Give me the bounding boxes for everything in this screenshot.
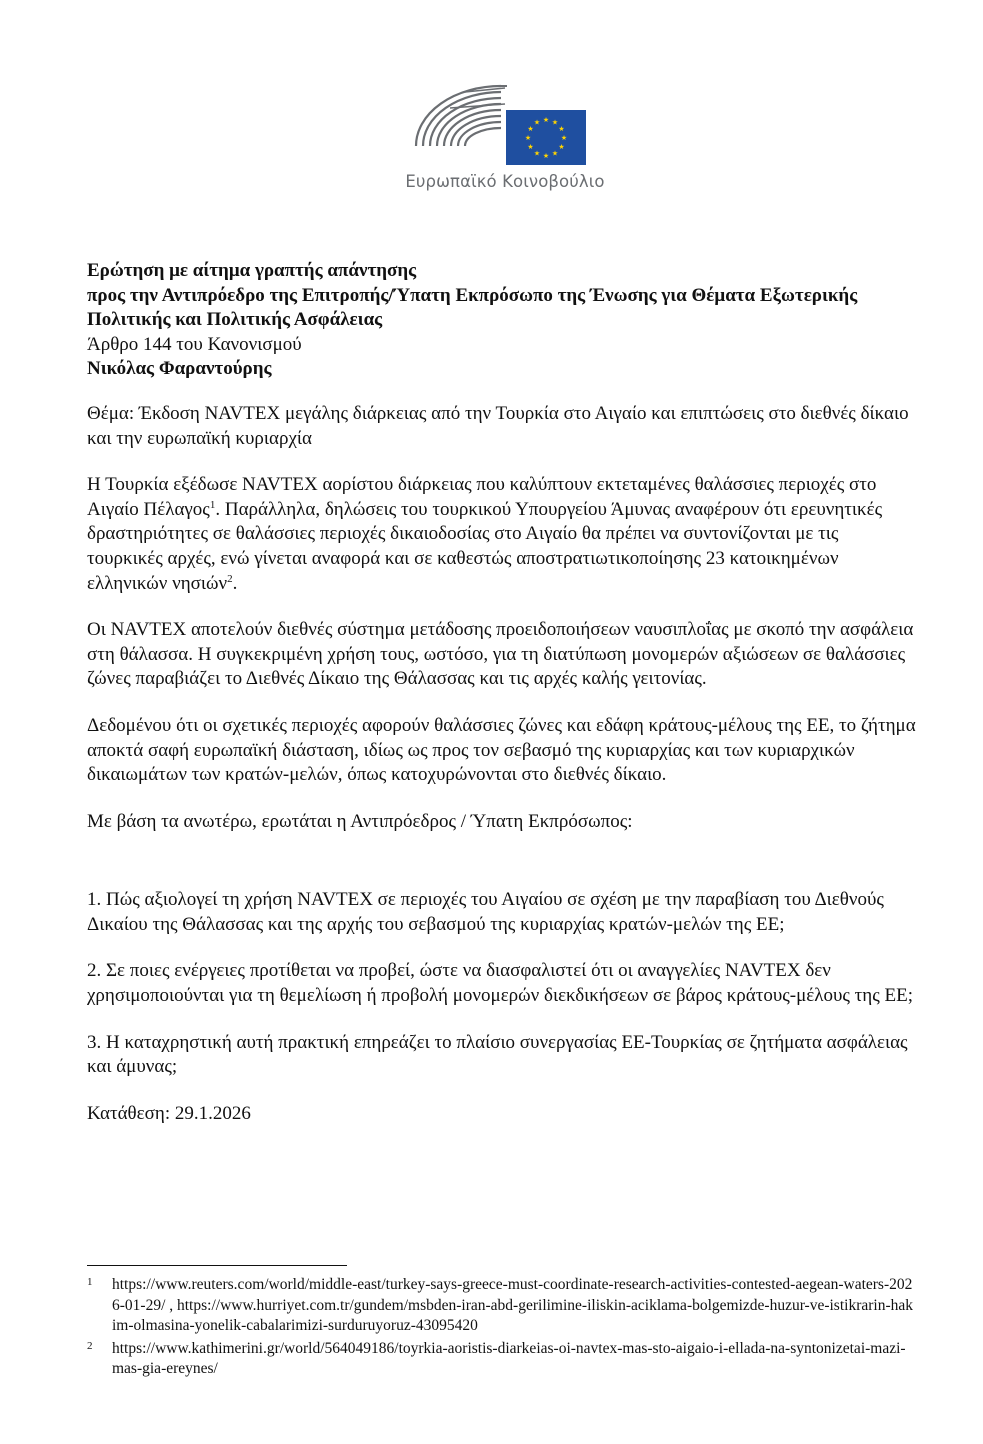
- svg-text:★: ★: [533, 149, 541, 158]
- european-parliament-logo: [405, 68, 605, 200]
- footnote-2-number: 2: [87, 1339, 93, 1352]
- paragraph-1-part-b: . Παράλληλα, δηλώσεις του τουρκικού Υπουργείου Άμυνας αναφέρουν ότι ερευνητικές δραστηριότητες σε θαλάσσιες περιοχές δικαιοδοσίας στο Αιγαίο θα πρέπει να συντονίζονται με τις τουρκικές αρχές, ενώ γίνεται αναφορά και σε καθεστώς αποστρατιωτικοποίησης 23 κατοικημένων ελληνικών νησιών: [87, 498, 883, 594]
- svg-text:★: ★: [527, 125, 534, 133]
- svg-text:★: ★: [533, 118, 541, 127]
- svg-text:★: ★: [551, 149, 559, 158]
- question-type-heading: Ερώτηση με αίτημα γραπτής απάντησης: [87, 260, 417, 281]
- author-name: Νικόλας Φαραντούρης: [87, 358, 272, 380]
- footnote-separator: [87, 1265, 347, 1266]
- footnote-1-link[interactable]: https://www.reuters.com/world/middle-east/turkey-says-greece-must-coordinate-research-activities-contested-aegean-waters-2026-01-29/ , https://www.hurriyet.com.tr/gundem/msbden-iran-abd-gerilimine-iliskin-aciklama-bolgemizde-huzur-ve-istikrarin-hakim-olmasina-yonelik-cabalarimizi-surduruyoruz-43095420: [112, 1276, 914, 1334]
- parliament-hemicycle-icon: [405, 68, 605, 168]
- svg-text:★: ★: [558, 143, 565, 151]
- footnote-1-number: 1: [87, 1276, 93, 1288]
- svg-text:★: ★: [551, 118, 559, 127]
- footnote-1: [87, 1275, 917, 1337]
- document-body: [87, 259, 917, 1126]
- svg-text:★: ★: [542, 116, 550, 124]
- question-3: 3. Η καταχρηστική αυτή πρακτική επηρεάζει το πλαίσιο συνεργασίας ΕΕ-Τουρκίας σε ζητήματα ασφάλειας και άμυνας;: [87, 1031, 908, 1078]
- paragraph-1-part-a: Η Τουρκία εξέδωσε NAVTEX αορίστου διάρκειας που καλύπτουν εκτεταμένες θαλάσσιες περιοχές στο Αιγαίο Πέλαγος: [87, 474, 877, 520]
- question-1: 1. Πώς αξιολογεί τη χρήση NAVTEX σε περιοχές του Αιγαίου σε σχέση με την παραβίαση του Διεθνούς Δικαίου της Θάλασσας και της αρχής του σεβασμού της κυριαρχίας κρατών-μελών της ΕΕ;: [87, 889, 884, 935]
- svg-text:★: ★: [542, 152, 550, 160]
- footnote-ref-1: 1: [209, 498, 216, 511]
- subject: Θέμα: Έκδοση NAVTEX μεγάλης διάρκειας από την Τουρκία στο Αιγαίο και επιπτώσεις στο διεθνές δίκαιο και την ευρωπαϊκή κυριαρχία: [87, 402, 909, 449]
- svg-text:★: ★: [558, 125, 565, 133]
- footnote-2: [87, 1339, 917, 1380]
- addressee-heading: προς την Αντιπρόεδρο της Επιτροπής/Ύπατη Εκπρόσωπο της Ένωσης για Θέματα Εξωτερικής Πολιτικής και Πολιτικής Ασφάλειας: [87, 284, 858, 331]
- filing-date: Κατάθεση: 29.1.2026: [87, 1102, 251, 1124]
- paragraph-3: Δεδομένου ότι οι σχετικές περιοχές αφορούν θαλάσσιες ζώνες και εδάφη κράτους-μέλους της ΕΕ, το ζήτημα αποκτά σαφή ευρωπαϊκή διάσταση, ιδίως ως προς τον σεβασμό της κυριαρχίας και των κυριαρχικών δικαιωμάτων των κρατών-μελών, όπως κατοχυρώνονται στο διεθνές δίκαιο.: [87, 714, 916, 786]
- svg-text:★: ★: [560, 134, 568, 142]
- paragraph-2: Οι NAVTEX αποτελούν διεθνές σύστημα μετάδοσης προειδοποιήσεων ναυσιπλοΐας με σκοπό την ασφάλεια στη θάλασσα. Η συγκεκριμένη χρήση τους, ωστόσο, για τη διατύπωση μονομερών αξιώσεων σε θαλάσσιες ζώνες παραβιάζει το Διεθνές Δίκαιο της Θάλασσας και τις αρχές καλής γειτονίας.: [87, 619, 914, 690]
- footnote-ref-2: 2: [227, 572, 233, 585]
- svg-text:★: ★: [524, 134, 532, 142]
- paragraph-1: [87, 473, 917, 596]
- svg-text:★: ★: [527, 143, 534, 151]
- paragraph-4: Με βάση τα ανωτέρω, ερωτάται η Αντιπρόεδρος / Ύπατη Εκπρόσωπος:: [87, 810, 633, 832]
- footnotes: [87, 1275, 917, 1382]
- paragraph-1-part-c: .: [232, 572, 238, 594]
- footnote-2-link[interactable]: https://www.kathimerini.gr/world/564049186/toyrkia-aoristis-diarkeias-oi-navtex-mas-sto-aigaio-i-ellada-na-syntonizetai-mazi-mas-gia-ereynes/: [112, 1339, 906, 1377]
- rule-article: Άρθρο 144 του Κανονισμού: [87, 333, 302, 355]
- logo-text: Ευρωπαϊκό Κοινοβούλιο: [405, 172, 605, 191]
- question-2: 2. Σε ποιες ενέργειες προτίθεται να προβεί, ώστε να διασφαλιστεί ότι οι αναγγελίες NAVTEX δεν χρησιμοποιούνται για τη θεμελίωση ή προβολή μονομερών διεκδικήσεων σε βάρος κράτους-μέλους της ΕΕ;: [87, 960, 913, 1007]
